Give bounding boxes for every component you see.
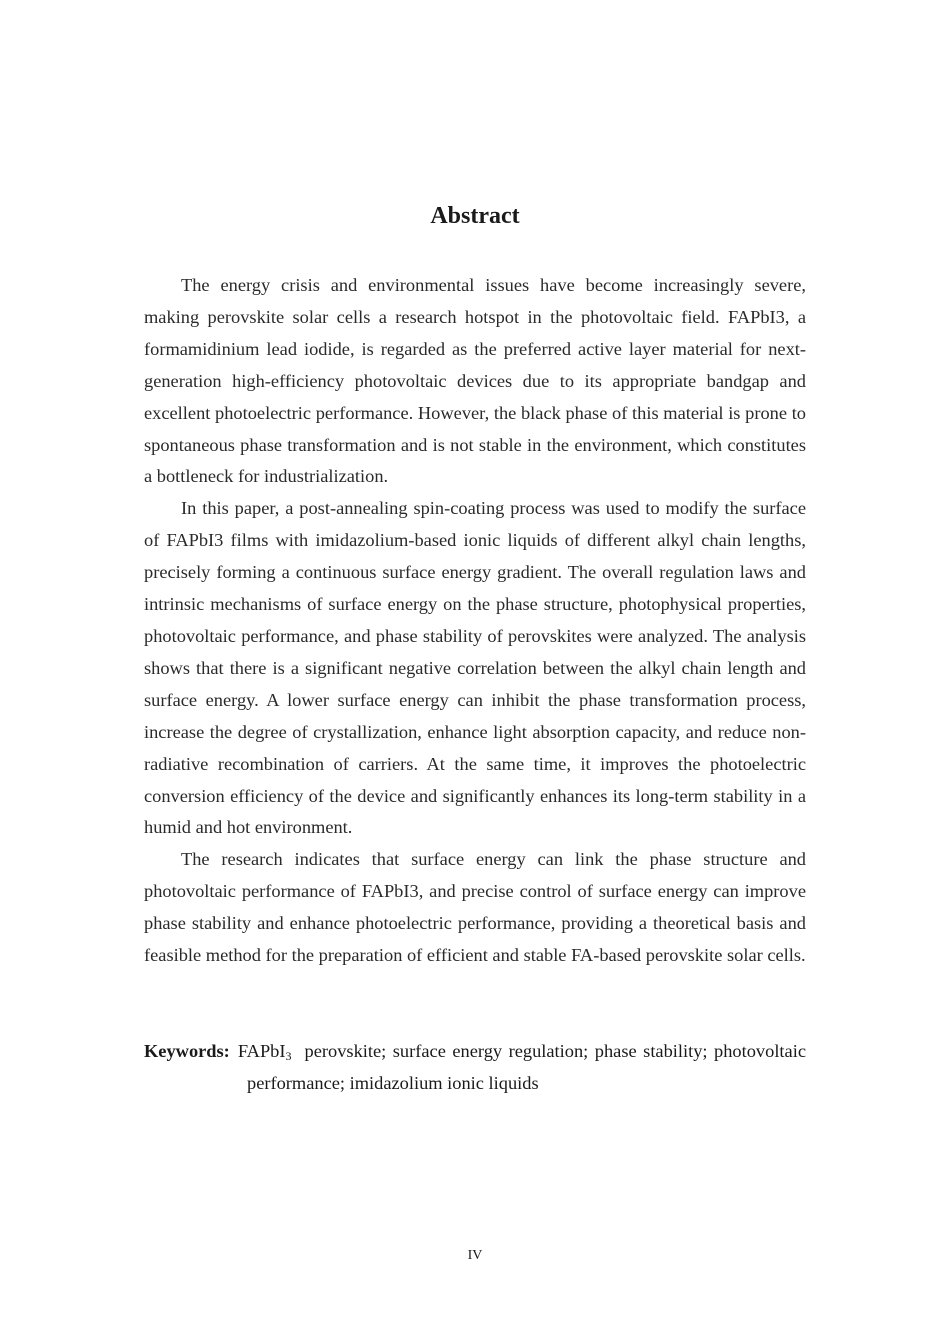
page-title: Abstract	[430, 203, 520, 229]
keywords-text: perovskite; surface energy regulation; phase stability; photovoltaic performance; imidazolium ionic liquids	[247, 1041, 806, 1093]
page-number: IV	[467, 1248, 483, 1263]
keywords-formula	[238, 1041, 292, 1061]
abstract-body	[144, 270, 806, 972]
abstract-paragraph-2: In this paper, a post-annealing spin-coating process was used to modify the surface of FAPbI3 films with imidazolium-based ionic liquids of different alkyl chain lengths, precisely forming a continuous surface energy gradient. The overall regulation laws and intrinsic mechanisms of surface energy on the phase structure, photophysical properties, photovoltaic performance, and phase stability of perovskites were analyzed. The analysis shows that there is a significant negative correlation between the alkyl chain length and surface energy. A lower surface energy can inhibit the phase transformation process, increase the degree of crystallization, enhance light absorption capacity, and reduce non-radiative recombination of carriers. At the same time, it improves the photoelectric conversion efficiency of the device and significantly enhances its long-term stability in a humid and hot environment.	[144, 498, 806, 838]
keywords-formula-base: FAPbI	[237, 1041, 286, 1061]
abstract-paragraph-1: The energy crisis and environmental issues have become increasingly severe, making perovskite solar cells a research hotspot in the photovoltaic field. FAPbI3, a formamidinium lead iodide, is regarded as the preferred active layer material for next-generation high-efficiency photovoltaic devices due to its appropriate bandgap and excellent photoelectric performance. However, the black phase of this material is prone to spontaneous phase transformation and is not stable in the environment, which constitutes a bottleneck for industrialization.	[144, 275, 806, 487]
keywords-block	[144, 1036, 806, 1100]
keywords-formula-subscript: 3	[285, 1049, 292, 1063]
abstract-paragraph-3: The research indicates that surface energy can link the phase structure and photovoltaic performance of FAPbI3, and precise control of surface energy can improve phase stability and enhance photoelectric performance, providing a theoretical basis and feasible method for the preparation of efficient and stable FA-based perovskite solar cells.	[144, 849, 806, 966]
keywords-label: Keywords:	[144, 1041, 230, 1061]
